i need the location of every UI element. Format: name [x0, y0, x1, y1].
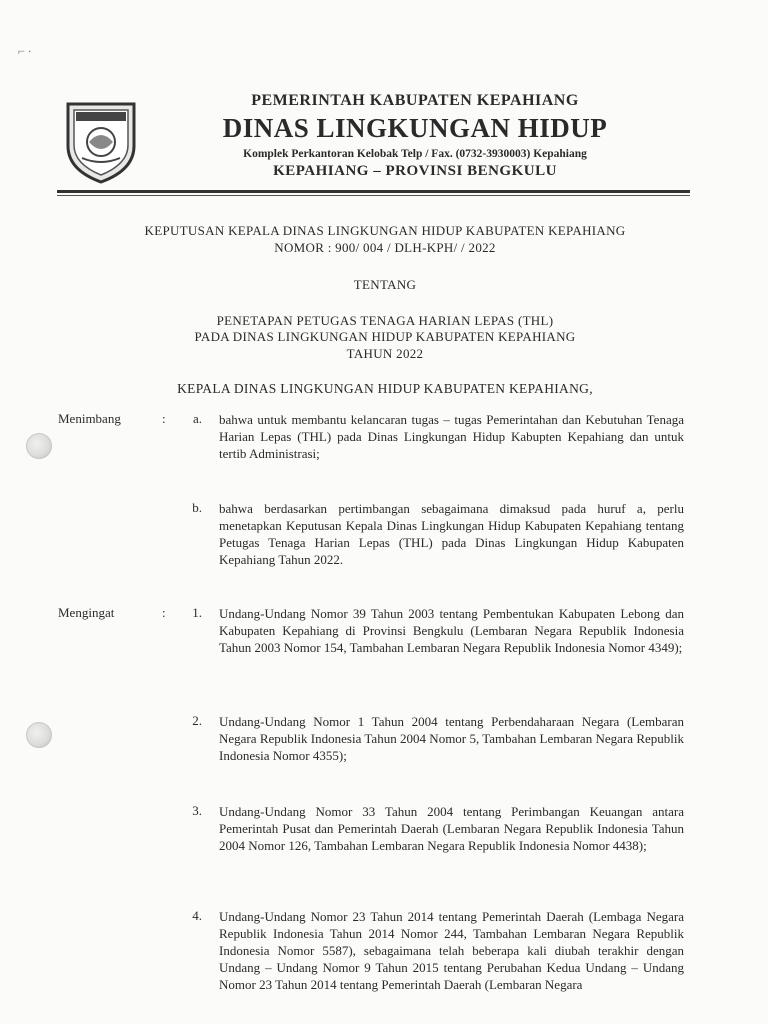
header-rule-thin — [57, 195, 690, 196]
decree-subject-line2: PADA DINAS LINGKUNGAN HIDUP KABUPATEN KEPAHIANG — [194, 329, 576, 344]
menimbang-label: Menimbang — [58, 411, 121, 426]
header-government: PEMERINTAH KABUPATEN KEPAHIANG — [251, 92, 579, 109]
mengingat-item-number: 3. — [192, 803, 202, 818]
decree-title: KEPUTUSAN KEPALA DINAS LINGKUNGAN HIDUP KABUPATEN KEPAHIANG — [144, 223, 626, 238]
punch-hole — [26, 722, 52, 748]
decree-number: NOMOR : 900/ 004 / DLH-KPH/ / 2022 — [274, 240, 496, 255]
header-location: KEPAHIANG – PROVINSI BENGKULU — [273, 163, 557, 179]
menimbang-item-text: bahwa berdasarkan pertimbangan sebagaimana dimaksud pada huruf a, perlu menetapkan Keputusan Kepala Dinas Lingkungan Hidup Kabupaten Kepahiang tentang Petugas Tenaga Harian Lepas (THL) pada Dinas Lingkungan Hidup Kabupaten Kepahiang Tahun 2022. — [219, 501, 684, 567]
mengingat-item-text: Undang-Undang Nomor 39 Tahun 2003 tentang Pembentukan Kabupaten Lebong dan Kabupaten Kepahiang di Provinsi Bengkulu (Lembaran Negara Republik Indonesia Tahun 2003 Nomor 154, Tambahan Lembaran Negara Republik Indonesia Nomor 4349); — [219, 606, 684, 655]
header-address: Komplek Perkantoran Kelobak Telp / Fax. (0732-3930003) Kepahiang — [243, 148, 587, 160]
issuer-heading: KEPALA DINAS LINGKUNGAN HIDUP KABUPATEN KEPAHIANG, — [177, 381, 593, 396]
decree-subject-line1: PENETAPAN PETUGAS TENAGA HARIAN LEPAS (THL) — [216, 313, 554, 328]
mengingat-label: Mengingat — [58, 605, 115, 620]
mengingat-item-number: 1. — [192, 605, 202, 620]
mengingat-item-text: Undang-Undang Nomor 1 Tahun 2004 tentang Perbendaharaan Negara (Lembaran Negara Republik Indonesia Tahun 2004 Nomor 5, Tambahan Lembaran Negara Republik Indonesia Nomor 4355); — [219, 714, 684, 763]
header-agency: DINAS LINGKUNGAN HIDUP — [222, 113, 608, 143]
tentang-heading: TENTANG — [353, 277, 417, 292]
menimbang-item-number: b. — [192, 500, 202, 515]
mengingat-colon: : — [162, 605, 166, 620]
header-rule-thick — [57, 190, 690, 193]
menimbang-item-number: a. — [192, 411, 202, 426]
punch-hole — [26, 433, 52, 459]
menimbang-item-text: bahwa untuk membantu kelancaran tugas – tugas Pemerintahan dan Kebutuhan Tenaga Harian Lepas (THL) pada Dinas Lingkungan Hidup Kabupten Kepahiang dan untuk tertib Administrasi; — [219, 412, 684, 461]
mengingat-item-number: 2. — [192, 713, 202, 728]
decree-subject-line3: TAHUN 2022 — [346, 346, 424, 361]
scan-mark: ⌐ · — [18, 44, 32, 58]
kepahiang-regency-crest-icon — [62, 98, 140, 186]
menimbang-colon: : — [162, 411, 166, 426]
mengingat-item-text: Undang-Undang Nomor 23 Tahun 2014 tentang Pemerintah Daerah (Lembaga Negara Republik Indonesia Tahun 2014 Nomor 244, Tambahan Lembaran Negara Republik Indonesia Nomor 5587), sebagaimana telah beberapa kali diubah terakhir dengan Undang – Undang Nomor 9 Tahun 2015 tentang Perubahan Kedua Undang – Undang Nomor 23 Tahun 2014 tentang Pemerintah Daerah (Lembaran Negara — [219, 909, 684, 992]
mengingat-item-text: Undang-Undang Nomor 33 Tahun 2004 tentang Perimbangan Keuangan antara Pemerintah Pusat dan Pemerintah Daerah (Lembaran Negara Republik Indonesia Tahun 2004 Nomor 126, Tambahan Lembaran Negara Republik Indonesia Nomor 4438); — [219, 804, 684, 853]
mengingat-item-number: 4. — [192, 908, 202, 923]
